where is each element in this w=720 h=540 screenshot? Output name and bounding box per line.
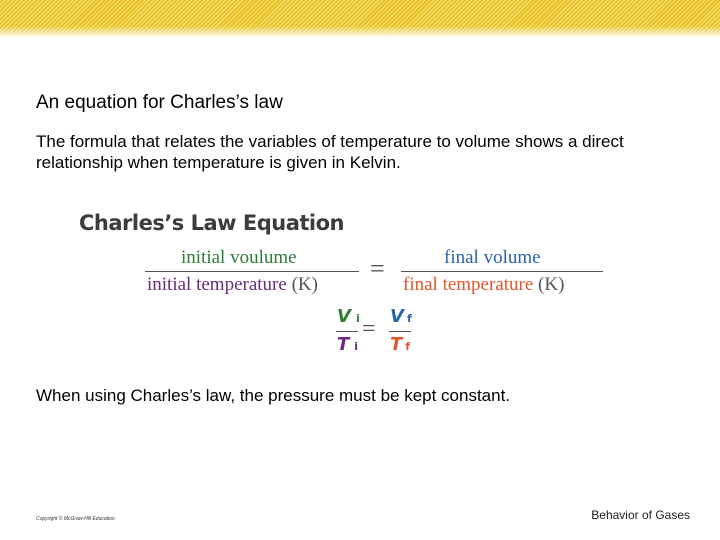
left-fraction-bar <box>145 271 359 272</box>
equation-heading: Charles’s Law Equation <box>79 211 344 235</box>
symbol-equals-sign: = <box>362 316 376 342</box>
symbol-ti <box>337 334 358 355</box>
symbol-tf <box>390 334 410 355</box>
body-text: The formula that relates the variables of temperature to volume shows a direct relationship when temperature is given in Kelvin. <box>36 132 624 172</box>
right-denominator <box>403 274 564 296</box>
symbol-tf-letter: T <box>390 334 403 355</box>
symbol-right-bar <box>389 331 411 332</box>
chapter-title: Behavior of Gases <box>591 508 690 522</box>
left-denominator <box>147 274 318 296</box>
symbol-left-bar <box>336 331 358 332</box>
right-fraction-bar <box>401 271 603 272</box>
symbol-vi-letter: V <box>337 306 351 327</box>
symbol-vi-subscript: i <box>355 312 360 325</box>
initial-temperature-label: initial temperature <box>147 274 287 295</box>
final-volume-label: final volume <box>444 247 541 268</box>
initial-volume-label: initial voulume <box>181 247 297 268</box>
symbol-vf <box>390 306 412 327</box>
slide-title: An equation for Charles’s law <box>36 92 283 113</box>
right-word-fraction <box>401 247 603 299</box>
copyright-text: Copyright © McGraw-Hill Education <box>36 516 115 522</box>
left-unit-label: (K) <box>291 274 318 295</box>
header-band-fade <box>0 26 720 38</box>
word-equals-sign: = <box>370 254 385 283</box>
right-unit-label: (K) <box>538 274 565 295</box>
symbol-ti-subscript: i <box>354 340 359 353</box>
symbol-vf-subscript: f <box>406 312 412 325</box>
pressure-note: When using Charles’s law, the pressure must be kept constant. <box>36 386 511 405</box>
symbol-vf-letter: V <box>390 306 404 327</box>
left-word-fraction <box>145 247 359 299</box>
symbol-vi <box>337 306 360 327</box>
symbol-tf-subscript: f <box>405 340 411 353</box>
symbol-ti-letter: T <box>337 334 350 355</box>
final-temperature-label: final temperature <box>403 274 534 295</box>
